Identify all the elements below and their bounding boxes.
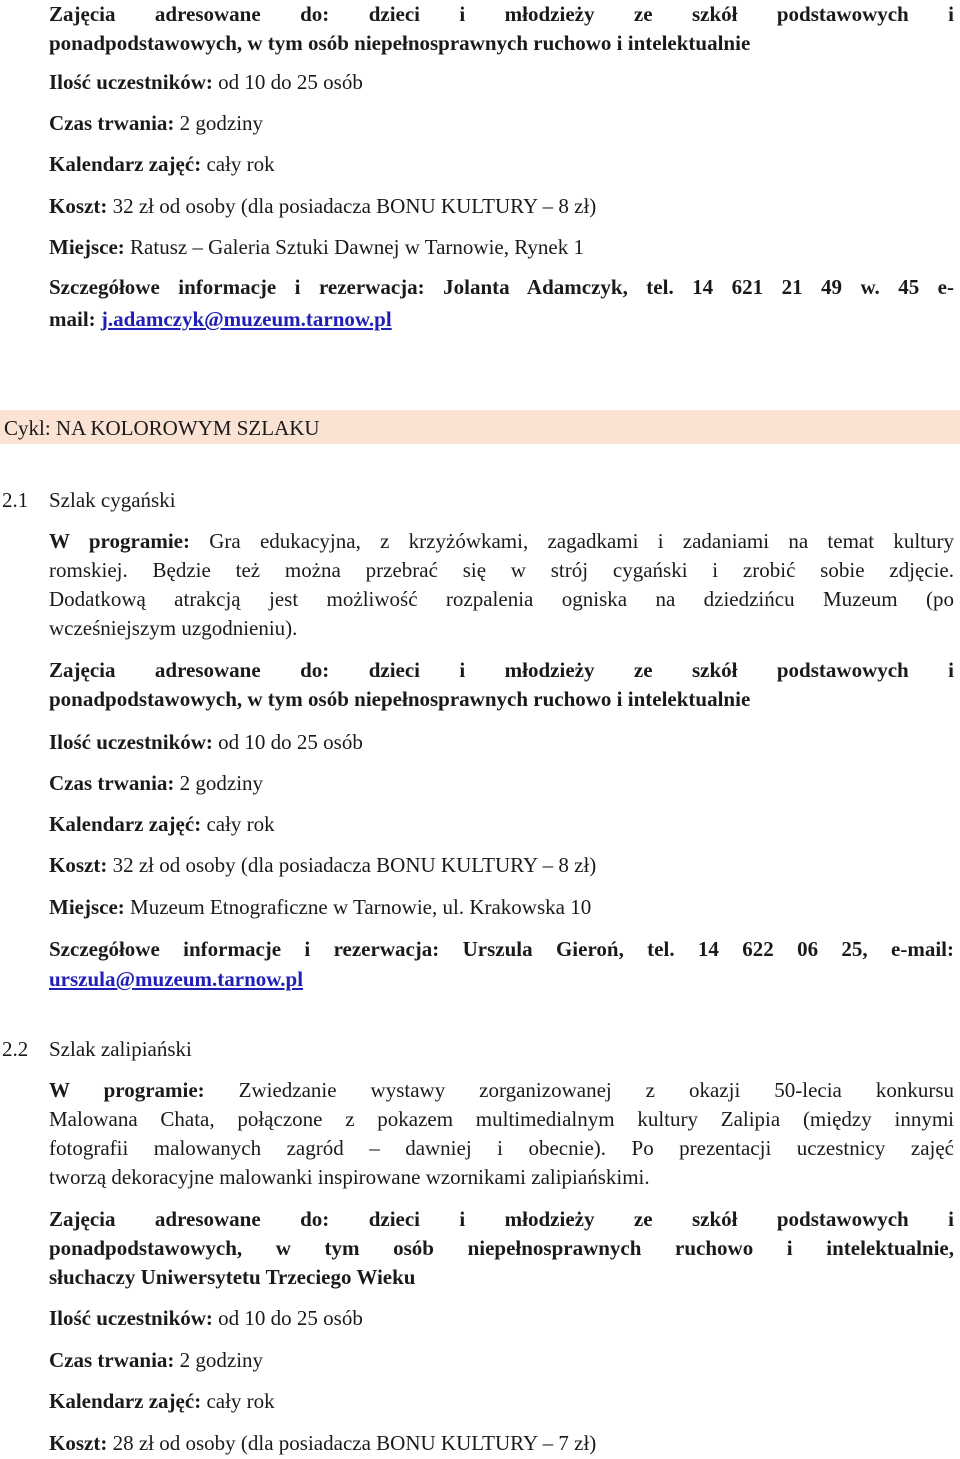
calendar-value: cały rok bbox=[206, 812, 275, 836]
program-label: W programie: bbox=[49, 1078, 205, 1102]
info-paragraph bbox=[49, 935, 954, 964]
audience-paragraph bbox=[49, 1205, 954, 1234]
participants-label: Ilość uczestników: bbox=[49, 730, 213, 754]
audience-label: Zajęcia adresowane do: bbox=[49, 2, 330, 26]
audience-text: dzieci i młodzieży ze szkół podstawowych i bbox=[368, 658, 954, 682]
cost-value: 32 zł od osoby (dla posiadacza BONU KULTURY – 8 zł) bbox=[112, 194, 597, 218]
calendar-value: cały rok bbox=[206, 1389, 275, 1413]
program-paragraph bbox=[49, 527, 954, 556]
place-label: Miejsce: bbox=[49, 235, 125, 259]
info-paragraph bbox=[49, 273, 954, 302]
duration-label: Czas trwania: bbox=[49, 1348, 175, 1372]
program-text-4: wcześniejszym uzgodnieniu). bbox=[49, 616, 298, 640]
audience-label: Zajęcia adresowane do: bbox=[49, 658, 330, 682]
audience-text: dzieci i młodzieży ze szkół podstawowych i bbox=[368, 1207, 954, 1231]
duration-label: Czas trwania: bbox=[49, 771, 175, 795]
calendar-label: Kalendarz zajęć: bbox=[49, 812, 202, 836]
email-label: mail: bbox=[49, 307, 96, 331]
participants-label: Ilość uczestników: bbox=[49, 1306, 213, 1330]
audience-text-cont: ponadpodstawowych, w tym osób niepełnosprawnych ruchowo i intelektualnie bbox=[49, 31, 751, 55]
place-value: Ratusz – Galeria Sztuki Dawnej w Tarnowie, Rynek 1 bbox=[130, 235, 584, 259]
calendar-label: Kalendarz zajęć: bbox=[49, 152, 202, 176]
info-value: Urszula Gieroń, tel. 14 622 06 25, e-mail: bbox=[462, 937, 954, 961]
participants-value: od 10 do 25 osób bbox=[218, 70, 363, 94]
audience-paragraph bbox=[49, 656, 954, 685]
program-text: Zwiedzanie wystawy zorganizowanej z okazji 50-lecia konkursu bbox=[238, 1078, 954, 1102]
audience-label: Zajęcia adresowane do: bbox=[49, 1207, 330, 1231]
program-text-line bbox=[49, 1105, 954, 1134]
place-line bbox=[49, 895, 591, 919]
audience-paragraph-cont bbox=[49, 1263, 954, 1292]
duration-value: 2 godziny bbox=[179, 1348, 264, 1372]
cycle-title: Cykl: NA KOLOROWYM SZLAKU bbox=[4, 416, 320, 440]
participants-line bbox=[49, 1306, 363, 1330]
audience-paragraph-cont bbox=[49, 1234, 954, 1263]
info-value: Jolanta Adamczyk, tel. 14 621 21 49 w. 45 e- bbox=[443, 275, 954, 299]
info-email-line bbox=[49, 307, 392, 331]
duration-line bbox=[49, 111, 263, 135]
calendar-line bbox=[49, 812, 275, 836]
calendar-label: Kalendarz zajęć: bbox=[49, 1389, 202, 1413]
cost-value: 28 zł od osoby (dla posiadacza BONU KULTURY – 7 zł) bbox=[112, 1431, 597, 1455]
program-text-line bbox=[49, 1134, 954, 1163]
audience-text-cont-2: słuchaczy Uniwersytetu Trzeciego Wieku bbox=[49, 1265, 416, 1289]
place-line bbox=[49, 235, 584, 259]
cost-label: Koszt: bbox=[49, 194, 108, 218]
email-link[interactable]: urszula@muzeum.tarnow.pl bbox=[49, 967, 304, 991]
participants-line bbox=[49, 70, 363, 94]
program-text-line bbox=[49, 1163, 954, 1192]
participants-label: Ilość uczestników: bbox=[49, 70, 213, 94]
program-text-3: fotografii malowanych zagród – dawniej i obecnie). Po prezentacji uczestnicy zajęć bbox=[49, 1136, 954, 1160]
info-email-line bbox=[49, 967, 303, 991]
place-label: Miejsce: bbox=[49, 895, 125, 919]
duration-line bbox=[49, 771, 263, 795]
info-label: Szczegółowe informacje i rezerwacja: bbox=[49, 937, 440, 961]
section-title: Szlak zalipiański bbox=[49, 1037, 192, 1061]
duration-label: Czas trwania: bbox=[49, 111, 175, 135]
participants-value: od 10 do 25 osób bbox=[218, 1306, 363, 1330]
cost-label: Koszt: bbox=[49, 1431, 108, 1455]
place-value: Muzeum Etnograficzne w Tarnowie, ul. Krakowska 10 bbox=[130, 895, 592, 919]
duration-value: 2 godziny bbox=[179, 111, 264, 135]
audience-text-cont: ponadpodstawowych, w tym osób niepełnosprawnych ruchowo i intelektualnie bbox=[49, 687, 751, 711]
cycle-header bbox=[0, 410, 960, 444]
section-title: Szlak cygański bbox=[49, 488, 176, 512]
calendar-line bbox=[49, 1389, 275, 1413]
section-heading bbox=[2, 488, 176, 512]
program-text-4: tworzą dekoracyjne malowanki inspirowane wzornikami zalipiańskimi. bbox=[49, 1165, 650, 1189]
calendar-line bbox=[49, 152, 275, 176]
program-text-line bbox=[49, 556, 954, 585]
program-text-2: Malowana Chata, połączone z pokazem multimedialnym kultury Zalipia (między innymi bbox=[49, 1107, 954, 1131]
audience-paragraph-cont bbox=[49, 29, 954, 58]
cost-line bbox=[49, 194, 596, 218]
email-link[interactable]: j.adamczyk@muzeum.tarnow.pl bbox=[100, 307, 392, 331]
audience-text-cont: ponadpodstawowych, w tym osób niepełnosprawnych ruchowo i intelektualnie, bbox=[49, 1236, 954, 1260]
info-label: Szczegółowe informacje i rezerwacja: bbox=[49, 275, 425, 299]
program-text-line bbox=[49, 585, 954, 614]
program-text-3: Dodatkową atrakcją jest możliwość rozpalenia ogniska na dziedzińcu Muzeum (po bbox=[49, 587, 954, 611]
audience-paragraph-cont bbox=[49, 685, 954, 714]
participants-line bbox=[49, 730, 363, 754]
program-text-line bbox=[49, 614, 954, 643]
calendar-value: cały rok bbox=[206, 152, 275, 176]
section-number: 2.1 bbox=[2, 488, 29, 512]
duration-line bbox=[49, 1348, 263, 1372]
program-paragraph bbox=[49, 1076, 954, 1105]
section-heading bbox=[2, 1037, 192, 1061]
audience-paragraph bbox=[49, 0, 954, 29]
cost-line bbox=[49, 1431, 596, 1455]
cost-value: 32 zł od osoby (dla posiadacza BONU KULTURY – 8 zł) bbox=[112, 853, 597, 877]
section-number: 2.2 bbox=[2, 1037, 29, 1061]
participants-value: od 10 do 25 osób bbox=[218, 730, 363, 754]
program-text: Gra edukacyjna, z krzyżówkami, zagadkami i zadaniami na temat kultury bbox=[209, 529, 954, 553]
duration-value: 2 godziny bbox=[179, 771, 264, 795]
program-label: W programie: bbox=[49, 529, 190, 553]
audience-text: dzieci i młodzieży ze szkół podstawowych i bbox=[368, 2, 954, 26]
cost-label: Koszt: bbox=[49, 853, 108, 877]
program-text-2: romskiej. Będzie też można przebrać się w strój cygański i zrobić sobie zdjęcie. bbox=[49, 558, 954, 582]
cost-line bbox=[49, 853, 596, 877]
